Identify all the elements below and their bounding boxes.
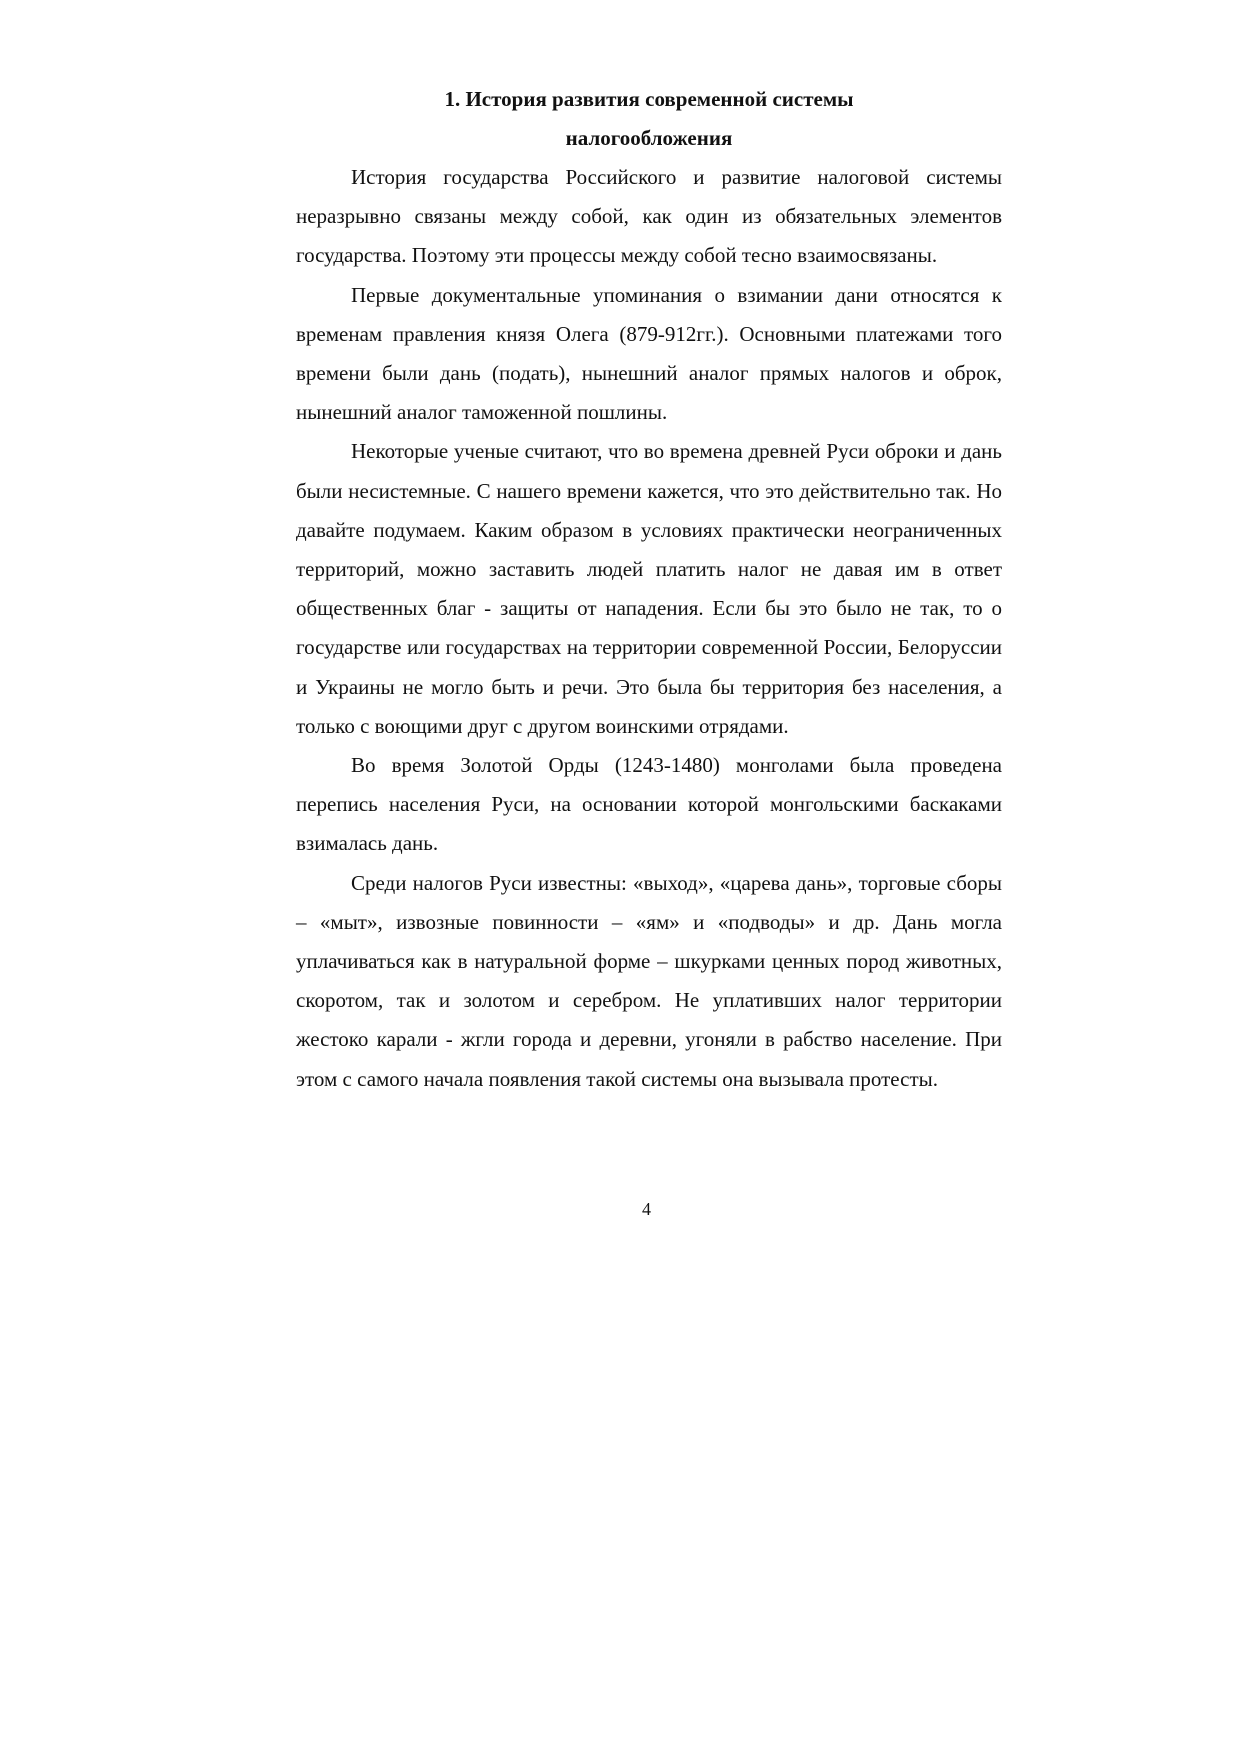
section-heading xyxy=(296,80,1002,158)
paragraph-1: История государства Российского и развитие налоговой системы неразрывно связаны между собой, как один из обязательных элементов государства. Поэтому эти процессы между собой тесно взаимосвязаны. xyxy=(296,165,1002,268)
section-heading-line-1: 1. История развития современной системы xyxy=(444,87,854,111)
page-number: 4 xyxy=(642,1199,651,1219)
section-heading-line-2: налогообложения xyxy=(565,126,733,150)
paragraph-5: Среди налогов Руси известны: «выход», «царева дань», торговые сборы – «мыт», извозные повинности – «ям» и «подводы» и др. Дань могла уплачиваться как в натуральной форме – шкурками ценных пород животных, скоротом, так и золотом и серебром. Не уплативших налог территории жестоко карали - жгли города и деревни, угоняли в рабство население. При этом с самого начала появления такой системы она вызывала протесты. xyxy=(296,870,1002,1091)
paragraph-2: Первые документальные упоминания о взимании дани относятся к временам правления князя Олега (879-912гг.). Основными платежами того времени были дань (подать), нынешний аналог прямых налогов и оброк, нынешний аналог таможенной пошлины. xyxy=(296,282,1002,425)
paragraph-4: Во время Золотой Орды (1243-1480) монголами была проведена перепись населения Руси, на основании которой монгольскими баскаками взималась дань. xyxy=(296,753,1002,856)
paragraph-3: Некоторые ученые считают, что во времена древней Руси оброки и дань были несистемные. С нашего времени кажется, что это действительно так. Но давайте подумаем. Каким образом в условиях практически неограниченных территорий, можно заставить людей платить налог не давая им в ответ общественных благ - защиты от нападения. Если бы это было не так, то о государстве или государствах на территории современной России, Белоруссии и Украины не могло быть и речи. Это была бы территория без населения, а только с воющими друг с другом воинскими отрядами. xyxy=(296,439,1002,738)
page-content xyxy=(296,80,1002,1099)
